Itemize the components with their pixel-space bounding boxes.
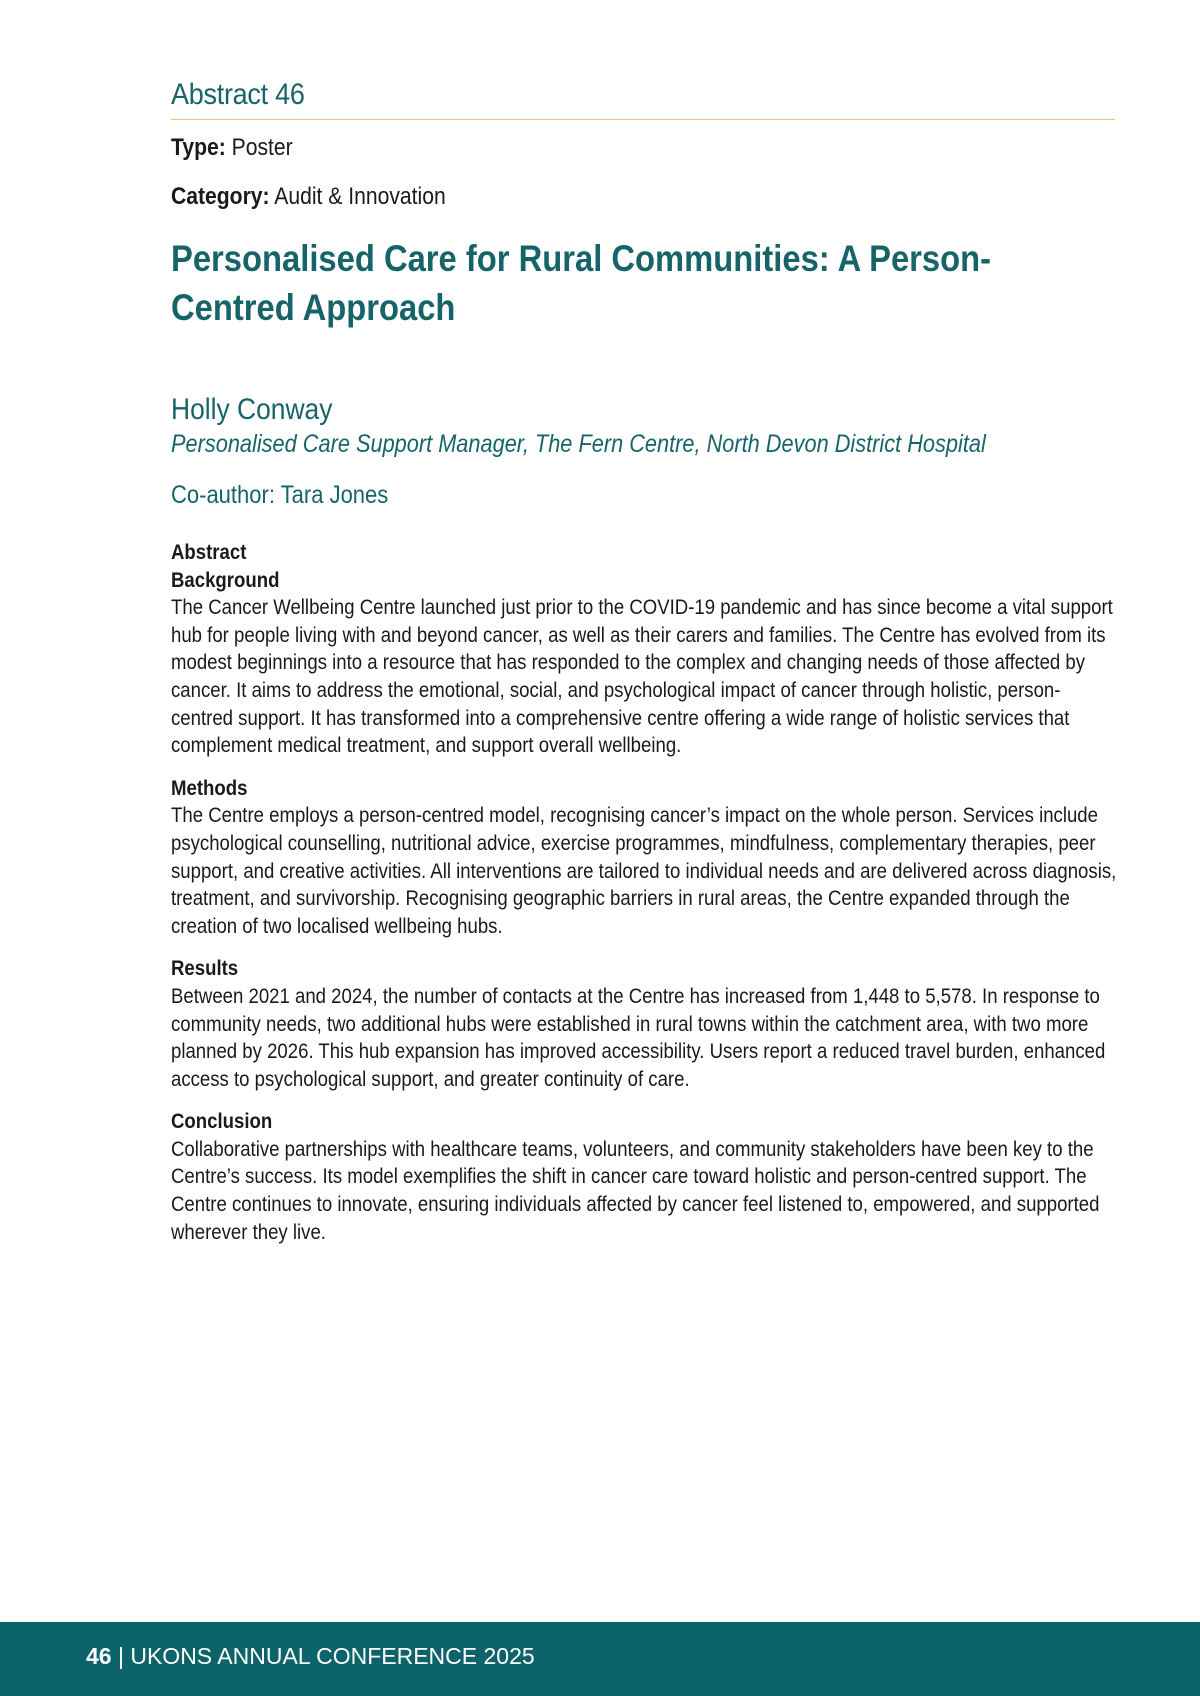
abstract-number: Abstract 46: [171, 78, 305, 111]
results-heading: Results: [171, 957, 239, 981]
category-label: Category:: [171, 183, 270, 210]
methods-heading: Methods: [171, 776, 248, 800]
coauthor: Co-author: Tara Jones: [171, 481, 389, 509]
type-label: Type:: [171, 134, 226, 161]
background-heading: Background: [171, 568, 280, 592]
author-name: Holly Conway: [171, 393, 333, 426]
conclusion-heading: Conclusion: [171, 1110, 273, 1134]
footer-separator: |: [111, 1643, 131, 1669]
abstract-title: Personalised Care for Rural Communities: A Person-Centred Approach: [171, 238, 992, 328]
page-footer: [0, 1622, 1200, 1696]
results-text: Between 2021 and 2024, the number of contacts at the Centre has increased from 1,448 to 5,578. In response to community needs, two additional hubs were established in rural towns within the catchment area, with two more planned by 2026. This hub expansion has improved accessibility. Users report a reduced travel burden, enhanced access to psychological support, and greater continuity of care.: [171, 984, 1106, 1091]
category-line: [171, 183, 446, 211]
abstract-body: [171, 539, 1118, 1261]
methods-text: The Centre employs a person-centred model, recognising cancer’s impact on the whole person. Services include psychological counselling, nutritional advice, exercise programmes, mindfulness, complementary therapies, peer support, and creative activities. All interventions are tailored to individual needs and are delivered across diagnosis, treatment, and survivorship. Recognising geographic barriers in rural areas, the Centre expanded through the creation of two localised wellbeing hubs.: [171, 804, 1117, 938]
header-divider: [171, 119, 1115, 120]
background-text: The Cancer Wellbeing Centre launched just prior to the COVID-19 pandemic and has since become a vital support hub for people living with and beyond cancer, as well as their carers and families. The Centre has evolved from its modest beginnings into a resource that has responded to the complex and changing needs of those affected by cancer. It aims to address the emotional, social, and psychological impact of cancer through holistic, person-centred support. It has transformed into a comprehensive centre offering a wide range of holistic services that complement medical treatment, and support overall wellbeing.: [171, 596, 1113, 758]
type-value: Poster: [231, 134, 293, 161]
footer-conference: UKONS ANNUAL CONFERENCE 2025: [130, 1643, 535, 1669]
conclusion-text: Collaborative partnerships with healthcare teams, volunteers, and community stakeholders have been key to the Centre’s success. Its model exemplifies the shift in cancer care toward holistic and person-centred support. The Centre continues to innovate, ensuring individuals affected by cancer feel listened to, empowered, and supported wherever they live.: [171, 1137, 1100, 1244]
category-value: Audit & Innovation: [274, 183, 446, 210]
type-line: [171, 134, 293, 162]
author-affiliation: Personalised Care Support Manager, The Fern Centre, North Devon District Hospital: [171, 430, 986, 458]
footer-page-number: 46: [86, 1643, 112, 1669]
footer-text: [86, 1643, 535, 1670]
abstract-heading: Abstract: [171, 541, 247, 564]
